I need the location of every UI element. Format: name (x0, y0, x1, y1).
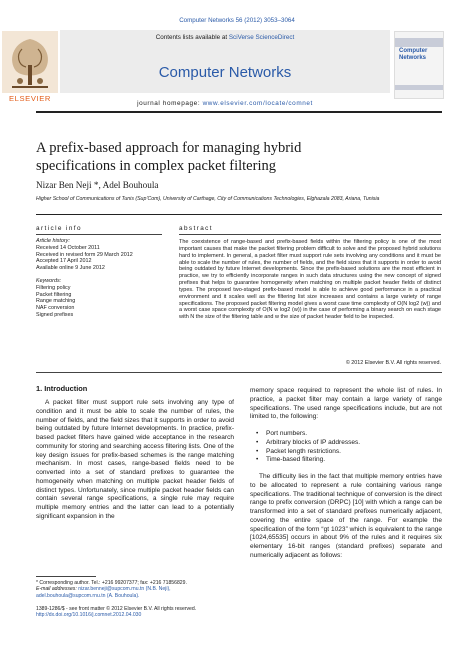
email-note (36, 586, 234, 599)
email-links[interactable]: nizar.benneji@supcom.rnu.tn (N.B. Neji), adel.bouhoula@supcom.rnu.tn (A. Bouhoula). (36, 586, 171, 599)
abstract-bottom-rule (36, 372, 442, 373)
intro-col2-paragraph-2: The difficulty lies in the fact that multiple memory entries have to be allocated to represent a rule containing various range specifications. The traditional technique of conversion is the direct range to prefix conversion (DRPC) [10] with which a range can be transformed into a set of standard prefixes numerically adjacent, covering the entire space of the range. For example the specification of the form “gt 1023” which is equivalent to the range [1024,65535] occurs in about 9% of the rules and it requires six elementary 16-bit ranges (standard prefixes) separate and numerically adjacent as follows: (250, 473, 442, 559)
keyword-item: Range matching (36, 298, 76, 305)
issn-line: 1389-1286/$ - see front matter © 2012 Elsevier B.V. All rights reserved. (36, 606, 197, 612)
keyword-item: Packet filtering (36, 291, 72, 298)
keywords-block (36, 278, 166, 319)
journal-title[interactable]: Computer Networks (158, 64, 292, 81)
author-list: Nizar Ben Neji *, Adel Bouhoula (36, 180, 159, 190)
history-label: Article history: (36, 238, 70, 244)
history-received: Received 14 October 2011 (36, 244, 100, 251)
sciencedirect-link[interactable]: SciVerse ScienceDirect (228, 34, 295, 41)
author-affiliation: Higher School of Communications of Tunis (Sup’Com), University of Carthage, City of Communications Technologies, Elghazala 2083, Ariana, Tunisia (36, 196, 380, 202)
footnote-rule (36, 576, 96, 577)
keywords-label: Keywords: (36, 278, 62, 284)
homepage-prefix: journal homepage: (137, 100, 203, 107)
title-rule (36, 214, 442, 215)
range-spec-list (256, 430, 442, 465)
publisher-name: ELSEVIER (9, 94, 51, 103)
abstract-rule (179, 234, 441, 235)
list-item: • Port numbers. (256, 430, 442, 439)
header-rule (36, 111, 442, 113)
elsevier-tree-logo (2, 31, 58, 93)
keyword-item: Signed prefixes (36, 311, 74, 318)
list-item: • Arbitrary blocks of IP addresses. (256, 439, 442, 448)
keyword-item: NAF conversion (36, 305, 75, 312)
history-revised: Received in revised form 29 March 2012 (36, 251, 133, 258)
doi-link[interactable]: http://dx.doi.org/10.1016/j.comnet.2012.04.030 (36, 612, 142, 619)
publication-info (36, 606, 234, 619)
abstract-heading: abstract (179, 225, 213, 232)
homepage-link[interactable]: www.elsevier.com/locate/comnet (202, 100, 313, 107)
abstract-copyright: © 2012 Elsevier B.V. All rights reserved. (345, 360, 441, 366)
article-info-rule (36, 234, 162, 235)
footnotes (36, 580, 234, 599)
journal-reference[interactable]: Computer Networks 56 (2012) 3053–3064 (179, 17, 295, 24)
intro-col2-paragraph-1: memory space required to represent the whole list of rules. In practice, a packet filter may contain a large variety of range specifications. The used range specifications include, but are not limited to, the following: (250, 387, 442, 421)
history-accepted: Accepted 17 April 2012 (36, 258, 92, 265)
list-item: • Time-based filtering. (256, 456, 442, 465)
journal-cover-thumbnail (394, 31, 444, 99)
abstract-text: The coexistence of range-based and prefix-based fields within the filtering policy is one of the most important causes that make the packet filtering problem difficult to solve and the proposed hybrid solutions hard to implement. In general, a packet filter must support rule sets involving any conditions and it must be able to scale the number of rules, the number of fields, and the field sizes that it supports in order to avoid being outdated by future Internet developments. Since the prefix-based solutions are the most efficient in practice, we try to efficiently incorporate ranges in such data structures using the new concept of signed prefixes that helps to guarantee homogeneity when matching on multiple packet header fields of distinct types. The proposed two-staged prefix-based model is able to achieve good performance in a practical environment and it scales well as the filtering list size increases and contains a large variety of range specifications. The proposed packet filtering model gives a worst case time complexity of O(N log2 (w)) and a worst case space complexity of O(N w log2 (w)) in the case of performing a binary search on each stage with N the size of the filtering table and w the size of packet header field to be inspected. (179, 239, 441, 321)
cover-title: Computer Networks (399, 48, 428, 61)
contents-prefix: Contents lists available at (155, 34, 229, 41)
contents-line (60, 34, 390, 41)
intro-paragraph-1: A packet filter must support rule sets involving any type of condition and it must be able to scale the number of rules, the number of fields, and the field sizes that it supports in order to avoid being outdated by future Internet developments. In practice, prefix-based packet filters have gained wide acceptance in the research community for storing and searching access filtering lists. One of the key design issues for prefix-based schemes is the range matching mechanism. In most cases, range-based fields need to be converted into a set of standard prefixes to guarantee the homogeneity when matching on multiple packet header fields of distinct types. Unfortunately, since multiple packet header fields can contain several range specifications, a single rule may require multiple memory entries and the latter can lead to a potentially significant expansion in the (36, 399, 234, 520)
journal-homepage (60, 100, 390, 107)
article-history (36, 238, 166, 272)
email-label: E-mail addresses: (36, 586, 79, 593)
article-title: A prefix-based approach for managing hybrid specifications in complex packet filtering (36, 140, 302, 174)
keyword-item: Filtering policy (36, 284, 71, 291)
article-info-heading: article info (36, 225, 82, 232)
list-item: • Packet length restrictions. (256, 448, 442, 457)
history-online: Available online 9 June 2012 (36, 265, 105, 272)
intro-heading: 1. Introduction (36, 384, 88, 393)
corresponding-author-note: * Corresponding author. Tel.: +216 99207377; fax: +216 71856829. (36, 580, 187, 586)
